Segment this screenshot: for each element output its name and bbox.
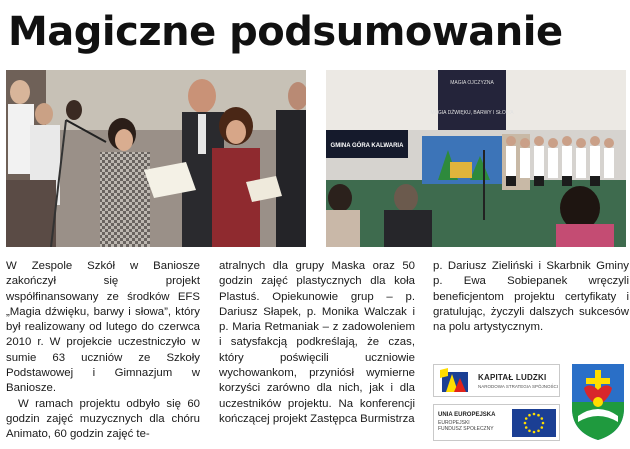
article-column-2 [219, 259, 415, 427]
eu-fund-label-1: EUROPEJSKI [438, 420, 470, 426]
article-title: Magiczne podsumowanie [8, 9, 563, 55]
stage-sign-text: MAGIA OJCZYZNA [450, 80, 494, 86]
article-column-3 [433, 259, 629, 335]
stage-banner-text: GMINA GÓRA KALWARIA [330, 143, 404, 149]
article-column-1 [6, 259, 200, 443]
kapital-ludzki-logo [433, 364, 560, 397]
kapital-ludzki-label: KAPITAŁ LUDZKI [478, 373, 547, 382]
eu-social-fund-logo [433, 404, 560, 441]
stage-board [438, 70, 506, 130]
article-paragraph: p. Dariusz Zieliński i Skarbnik Gminy p. Ewa Sobiepanek wręczyli beneficjentom projektu certyfikaty i gratulując, życzyli dalszych sukcesów na polu artystycznym. [433, 260, 629, 334]
kapital-ludzki-sublabel: NARODOWA STRATEGIA SPÓJNOŚCI [478, 384, 559, 389]
stage-board-text: MAGIA DŹWIĘKU, BARWY I SŁOWA [430, 110, 514, 116]
stage-photo [326, 70, 626, 247]
article-paragraph: atralnych dla grupy Maska oraz 50 godzin zajęć plastycznych dla koła Plastuś. Opiekunowie grup – p. Dariusz Słapek, p. Monika Walczak i p. Maria Retmaniak – z zadowoleniem i satysfakcją podkreślają, że czas, który poświęcili uczniowie wychowankom, przyniósł wymierne korzyści zarówno dla nich, jak i dla uczestników projektu. Na konferencji kończącej projekt Zastępca Burmistrza [219, 260, 415, 425]
eu-fund-label-2: FUNDUSZ SPOŁECZNY [438, 426, 494, 432]
eu-flag-icon [512, 409, 556, 437]
municipal-crest-icon [570, 362, 626, 442]
ceremony-photo [6, 70, 306, 247]
article-paragraph: W ramach projektu odbyło się 60 godzin zajęć muzycznych dla chóru Animato, 60 godzin zajęć te- [6, 397, 200, 441]
article-paragraph: W Zespole Szkół w Baniosze zakończył się projekt współfinansowany ze środków EFS „Magia dźwięku, barwy i słowa”, który był realizowany od lutego do czerwca 2010 r. W projekcie uczestniczyło w sumie 63 uczniów ze Szkoły Podstawowej i Gimnazjum w Baniosze. [6, 260, 200, 395]
eu-label: UNIA EUROPEJSKA [438, 412, 496, 418]
kapital-ludzki-icon [438, 366, 474, 397]
